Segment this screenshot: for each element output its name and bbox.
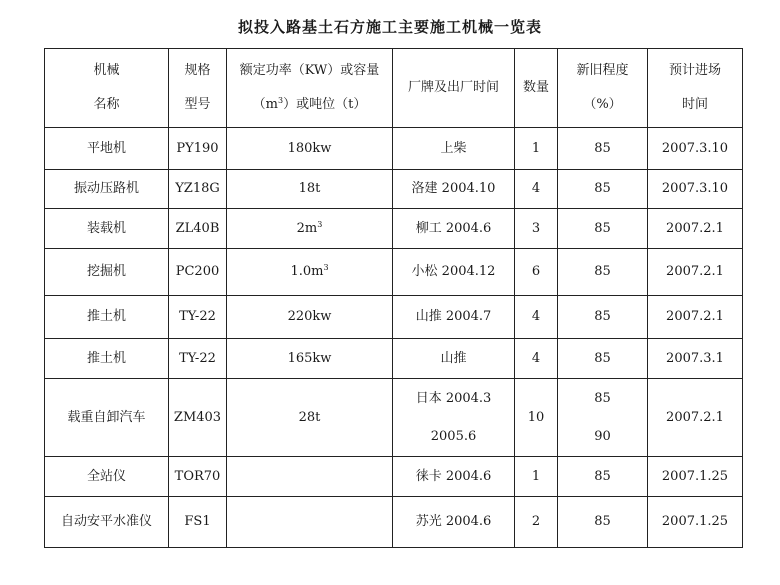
cell-condition: 85 [558,497,648,548]
cell-capacity: 180kw [227,128,393,170]
cell-quantity: 6 [515,249,558,296]
document-title: 拟投入路基土石方施工主要施工机械一览表 [237,18,542,36]
cell-quantity: 2 [515,497,558,548]
header-machine-name: 机械 名称 [45,49,169,128]
cell-model: YZ18G [169,170,227,209]
cell-arrival: 2007.2.1 [648,296,743,339]
cell-capacity [227,497,393,548]
header-row [45,49,743,128]
header-quantity: 数量 [515,49,558,128]
cell-quantity: 1 [515,457,558,497]
cell-model: PC200 [169,249,227,296]
table-row [45,128,743,170]
table-row [45,170,743,209]
table-row [45,296,743,339]
cell-brand: 日本 2004.3 2005.6 [393,379,515,457]
cell-condition: 85 [558,457,648,497]
cell-capacity: 28t [227,379,393,457]
cell-capacity [227,457,393,497]
table-row [45,339,743,379]
cell-brand: 柳工 2004.6 [393,209,515,249]
cell-condition: 85 [558,128,648,170]
cell-arrival: 2007.3.1 [648,339,743,379]
cell-quantity: 3 [515,209,558,249]
cell-machine-name: 载重自卸汽车 [45,379,169,457]
cell-condition: 85 [558,249,648,296]
cell-arrival: 2007.2.1 [648,209,743,249]
machinery-table [44,48,743,548]
header-model: 规格 型号 [169,49,227,128]
cell-model: TOR70 [169,457,227,497]
cell-capacity: 165kw [227,339,393,379]
cell-model: TY-22 [169,339,227,379]
cell-condition: 85 [558,170,648,209]
cell-condition: 85 [558,296,648,339]
cell-arrival: 2007.1.25 [648,457,743,497]
cell-capacity: 220kw [227,296,393,339]
cell-machine-name: 振动压路机 [45,170,169,209]
cell-machine-name: 推土机 [45,339,169,379]
cell-brand: 山推 [393,339,515,379]
header-capacity: 额定功率（KW）或容量 $(m^3)$或吨位（t） [227,49,393,128]
cell-capacity: $1.0m^3$ [227,249,393,296]
cell-machine-name: 自动安平水准仪 [45,497,169,548]
table-row [45,379,743,457]
cell-machine-name: 挖掘机 [45,249,169,296]
table-row [45,457,743,497]
cell-model: TY-22 [169,296,227,339]
cell-machine-name: 推土机 [45,296,169,339]
cell-capacity: $2m^3$ [227,209,393,249]
table-row [45,209,743,249]
cell-quantity: 4 [515,296,558,339]
cell-arrival: 2007.1.25 [648,497,743,548]
cell-quantity: 4 [515,170,558,209]
cell-brand: 徕卡 2004.6 [393,457,515,497]
cell-quantity: 4 [515,339,558,379]
cell-machine-name: 全站仪 [45,457,169,497]
cell-arrival: 2007.3.10 [648,170,743,209]
cell-brand: 苏光 2004.6 [393,497,515,548]
cell-condition: 85 [558,339,648,379]
cell-brand: 洛建 2004.10 [393,170,515,209]
cell-machine-name: 装载机 [45,209,169,249]
cell-brand: 小松 2004.12 [393,249,515,296]
header-condition: 新旧程度 （%） [558,49,648,128]
header-arrival: 预计进场 时间 [648,49,743,128]
cell-arrival: 2007.3.10 [648,128,743,170]
cell-model: FS1 [169,497,227,548]
cell-machine-name: 平地机 [45,128,169,170]
cell-brand: 山推 2004.7 [393,296,515,339]
cell-model: PY190 [169,128,227,170]
cell-arrival: 2007.2.1 [648,249,743,296]
cell-condition: 85 90 [558,379,648,457]
cell-condition: 85 [558,209,648,249]
cell-brand: 上柴 [393,128,515,170]
cell-model: ZL40B [169,209,227,249]
cell-capacity: 18t [227,170,393,209]
table-row [45,497,743,548]
cell-model: ZM403 [169,379,227,457]
cell-quantity: 1 [515,128,558,170]
cell-quantity: 10 [515,379,558,457]
header-brand: 厂牌及出厂时间 [393,49,515,128]
table-row [45,249,743,296]
cell-arrival: 2007.2.1 [648,379,743,457]
